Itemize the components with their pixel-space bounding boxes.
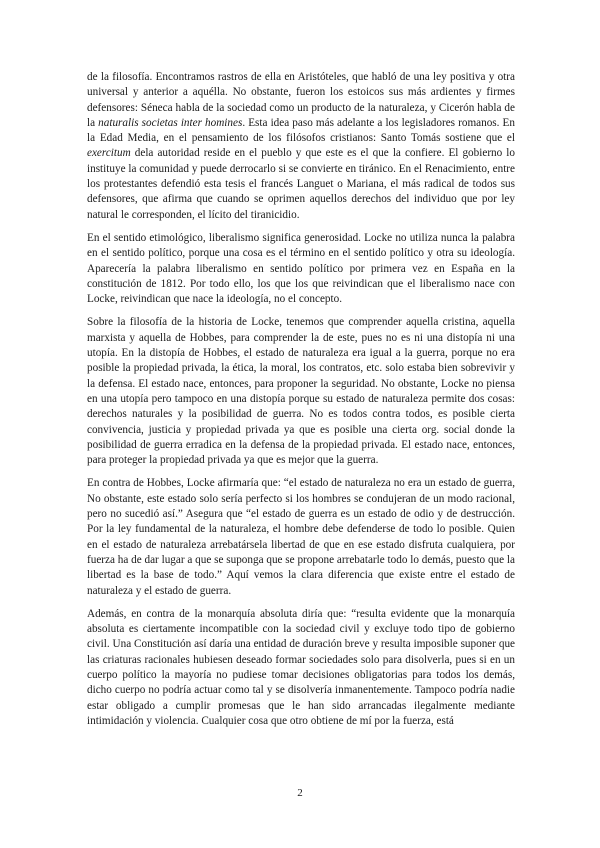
page-number: 2 <box>297 787 303 799</box>
paragraph-5: Además, en contra de la monarquía absoluta diría que: “resulta evidente que la monarquía absoluta es ciertamente incompatible con la sociedad civil y excluye todo tipo de gobierno civil. Una Constitución así daría una entidad de duración breve y resulta imposible suponer que las criaturas racionales hubiesen deseado formar sociedades solo para disolverla, pues si en un cuerpo político la mayoría no pudiese tomar decisiones obligatorias para todos los demás, dicho cuerpo no podría actuar como tal y se disolvería inmanentemente. Tampoco podría nadie estar obligado a cumplir promesas que le han sido arrancadas ilegalmente mediante intimidación y violencia. Cualquier cosa que otro obtiene de mí por la fuerza, está <box>87 607 515 727</box>
paragraph-1 <box>87 70 515 223</box>
paragraph-1-italic-2: exercitum <box>87 147 131 160</box>
document-page <box>87 70 515 737</box>
paragraph-1-italic-1: naturalis societas inter homines <box>98 116 243 129</box>
paragraph-2: En el sentido etimológico, liberalismo significa generosidad. Locke no utiliza nunca la palabra en el sentido político, porque una cosa es el término en el sentido político y otra su ideología. Aparecería la palabra liberalismo en sentido político por primera vez en España en la constitución de 1812. Por todo ello, los que los que reivindican que el liberalismo nace con Locke, reivindican que nace la ideología, no el concepto. <box>87 231 515 306</box>
paragraph-3: Sobre la filosofía de la historia de Locke, tenemos que comprender aquella cristina, aquella marxista y aquella de Hobbes, para comprender la de este, pues no es ni una distopía ni una utopía. En la distopía de Hobbes, el estado de naturaleza era igual a la guerra, porque no era posible la propiedad privada, la ética, la moral, los contratos, etc. solo estaba bien sobrevivir y la defensa. El estado nace, entonces, para proponer la seguridad. No obstante, Locke no piensa en una utopía pero tampoco en una distopía porque su estado de naturaleza permite dos cosas: derechos naturales y la posibilidad de guerra. No es todos contra todos, es posible cierta convivencia, justicia y propiedad privada ya que es posible una cierta org. social donde la posibilidad de guerra erradica en la defensa de la propiedad privada. El estado nace, entonces, para proteger la propiedad privada ya que es mejor que la guerra. <box>87 316 515 467</box>
paragraph-4: En contra de Hobbes, Locke afirmaría que: “el estado de naturaleza no era un estado de guerra, No obstante, este estado solo sería perfecto si los hombres se condujeran de un modo racional, pero no sucedió así.” Asegura que “el estado de guerra es un estado de odio y de destrucción. Por la ley fundamental de la naturaleza, el hombre debe defenderse de todo lo posible. Quien en el estado de naturaleza arrebatársela libertad de que en ese estado disfruta cualquiera, por fuerza ha de dar lugar a que se suponga que se propone arrebatarle todo lo demás, puesto que la libertad es la base de todo.” Aquí vemos la clara diferencia que existe entre el estado de naturaleza y el estado de guerra. <box>87 477 515 597</box>
paragraph-1-text-a: de la filosofía. Encontramos rastros de ella en Aristóteles, que habló de una ley positiva y otra universal y anterior a aquélla. No obstante, fueron los estoicos sus más ardientes y firmes defensores: Séneca habla de la sociedad como un producto de la naturaleza, y Cicerón habla de la <box>87 71 515 129</box>
paragraph-1-text-b: . Esta idea paso más adelante a los legisladores romanos. En la Edad Media, en el pensamiento de los filósofos cristianos: Santo Tomás sostiene que el <box>87 116 515 145</box>
paragraph-1-text-c: dela autoridad reside en el pueblo y que este es el que la confiere. El gobierno lo instituye la comunidad y puede derrocarlo si se convierte en tiránico. En el Renacimiento, entre los protestantes defendió esta tesis el francés Languet o Mariana, el más radical de todos sus defensores, que afirma que cuando se oprimen aquellos derechos del individuo que por ley natural le corresponden, el lícito del tiranicidio. <box>87 147 515 221</box>
